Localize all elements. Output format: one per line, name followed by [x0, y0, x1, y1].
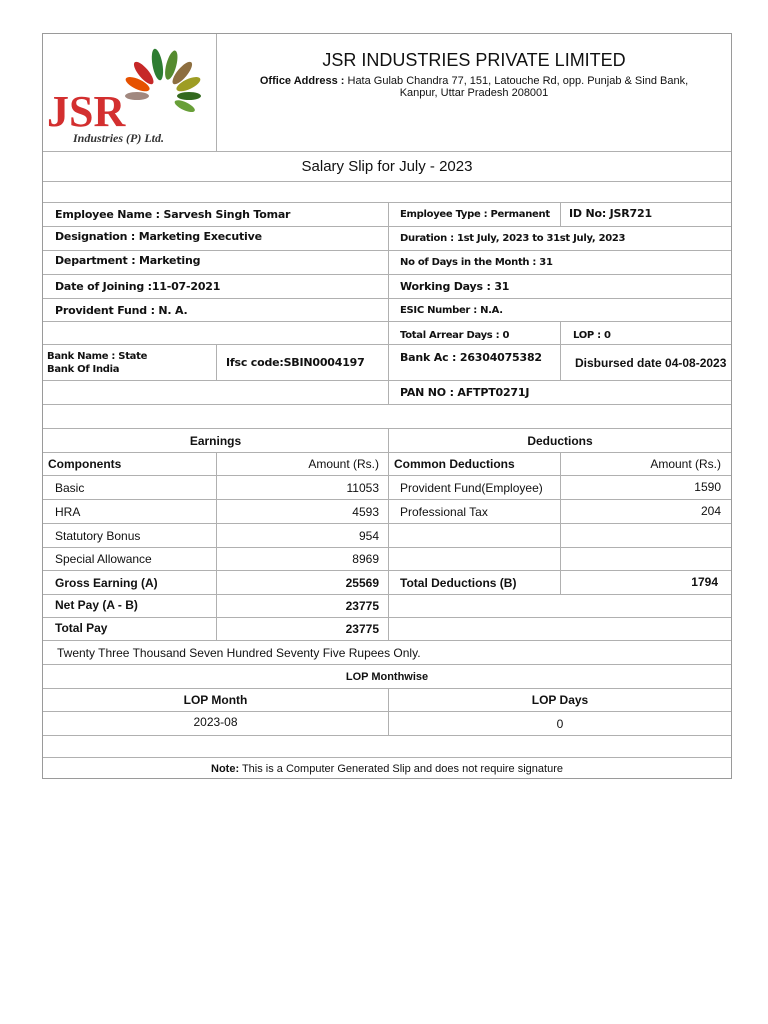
employee-row-3	[43, 251, 731, 275]
working-days: Working Days : 31	[388, 275, 731, 298]
address-label: Office Address :	[259, 75, 345, 87]
deductions-header: Deductions	[388, 429, 731, 452]
amount-in-words: Twenty Three Thousand Seven Hundred Seventy Five Rupees Only.	[57, 645, 421, 660]
employee-row-4	[43, 275, 731, 299]
table-row	[43, 524, 731, 548]
col-amount: Amount (Rs.)	[216, 453, 388, 475]
employee-row-6	[43, 322, 731, 345]
svg-text:JSR: JSR	[47, 86, 126, 136]
svg-text:Industries (P) Ltd.: Industries (P) Ltd.	[73, 130, 165, 145]
net-pay-value: 23775	[216, 595, 388, 617]
bank-account: Bank Ac : 26304075382	[388, 345, 560, 380]
earnings-deductions-header	[43, 429, 731, 453]
lop-month-value: 2023-08	[193, 715, 238, 729]
lop-count: LOP : 0	[560, 322, 731, 344]
col-lop-month: LOP Month	[183, 693, 248, 707]
gross-row	[43, 571, 731, 595]
empty-cell	[388, 595, 731, 617]
slip-title-row	[43, 152, 731, 182]
earning-amount: 954	[216, 524, 388, 547]
total-pay-row	[43, 618, 731, 641]
gross-earning-value: 25569	[216, 571, 388, 594]
employee-row-2	[43, 227, 731, 251]
empty-cell	[560, 524, 731, 547]
earning-amount: 4593	[216, 500, 388, 523]
empty-cell	[388, 618, 731, 640]
ifsc-code: Ifsc code:SBIN0004197	[216, 345, 388, 380]
bank-name	[47, 345, 215, 380]
spacer-row-2	[43, 405, 731, 429]
amount-in-words-row	[43, 641, 731, 665]
earning-label: Special Allowance	[55, 552, 152, 566]
bank-name-line1: Bank Name : State	[47, 350, 148, 362]
table-row	[43, 712, 731, 736]
col-components: Components	[48, 457, 122, 471]
col-amount-deductions: Amount (Rs.)	[560, 453, 731, 475]
address-line1: Hata Gulab Chandra 77, 151, Latouche Rd, opp. Punjab & Sind Bank,	[347, 75, 689, 87]
company-logo	[43, 34, 216, 151]
columns-header	[43, 453, 731, 476]
spacer-row-3	[43, 736, 731, 758]
total-deductions-value: 1794	[560, 571, 731, 594]
department: Department : Marketing	[55, 254, 201, 267]
deduction-label: Provident Fund(Employee)	[388, 476, 560, 499]
net-pay-label: Net Pay (A - B)	[55, 598, 138, 612]
table-row	[43, 548, 731, 571]
earning-label: Statutory Bonus	[55, 528, 141, 543]
earning-label: Basic	[55, 480, 85, 495]
address-line2: Kanpur, Uttar Pradesh 208001	[399, 87, 549, 99]
employee-name: Employee Name : Sarvesh Singh Tomar	[55, 208, 291, 221]
lop-columns-row	[43, 689, 731, 712]
company-header	[43, 34, 731, 152]
net-pay-row	[43, 595, 731, 618]
spacer-row	[43, 182, 731, 203]
employee-type: Employee Type : Permanent	[388, 203, 560, 226]
note-label: Note:	[211, 762, 240, 775]
col-common-deductions: Common Deductions	[388, 453, 560, 475]
gross-earning-label: Gross Earning (A)	[55, 575, 158, 590]
note	[43, 758, 731, 779]
col-lop-days: LOP Days	[388, 689, 731, 711]
days-in-month: No of Days in the Month : 31	[388, 251, 731, 274]
employee-row-5	[43, 299, 731, 322]
company-info	[216, 34, 731, 151]
empty-cell	[388, 548, 560, 570]
deduction-amount: 1590	[560, 476, 731, 499]
note-text: This is a Computer Generated Slip and does not require signature	[239, 762, 563, 775]
slip-title: Salary Slip for July - 2023	[301, 158, 473, 175]
empty-cell	[388, 524, 560, 547]
esic-number: ESIC Number : N.A.	[388, 299, 731, 321]
table-row	[43, 500, 731, 524]
deduction-amount: 204	[560, 500, 731, 523]
salary-slip	[42, 33, 732, 779]
designation: Designation : Marketing Executive	[55, 230, 262, 243]
lop-header-row	[43, 665, 731, 689]
employee-id: ID No: JSR721	[560, 203, 731, 226]
date-of-joining: Date of Joining :11-07-2021	[55, 280, 221, 293]
earning-amount: 8969	[216, 548, 388, 570]
company-name: JSR INDUSTRIES PRIVATE LIMITED	[322, 50, 626, 70]
empty-cell	[560, 548, 731, 570]
duration: Duration : 1st July, 2023 to 31st July, 2023	[388, 227, 731, 250]
disbursed-date: Disbursed date 04-08-2023	[560, 345, 731, 380]
earning-label: HRA	[55, 504, 81, 519]
lop-days-value: 0	[388, 712, 731, 735]
pan-number: PAN NO : AFTPT0271J	[388, 381, 731, 404]
jsr-logo-icon	[43, 34, 216, 151]
lop-monthwise-header: LOP Monthwise	[345, 670, 429, 683]
table-row	[43, 476, 731, 500]
bank-row	[43, 345, 731, 381]
total-pay-value: 23775	[216, 618, 388, 640]
total-arrear-days: Total Arrear Days : 0	[388, 322, 560, 344]
pan-row	[43, 381, 731, 405]
earning-amount: 11053	[216, 476, 388, 499]
bank-name-line2: Bank Of India	[47, 363, 120, 375]
deduction-label: Professional Tax	[388, 500, 560, 523]
total-pay-label: Total Pay	[55, 621, 108, 635]
provident-fund: Provident Fund : N. A.	[55, 303, 188, 317]
note-row	[43, 758, 731, 779]
office-address	[234, 75, 714, 99]
earnings-header: Earnings	[189, 433, 242, 448]
total-deductions-label: Total Deductions (B)	[388, 571, 560, 594]
employee-row-1	[43, 203, 731, 227]
